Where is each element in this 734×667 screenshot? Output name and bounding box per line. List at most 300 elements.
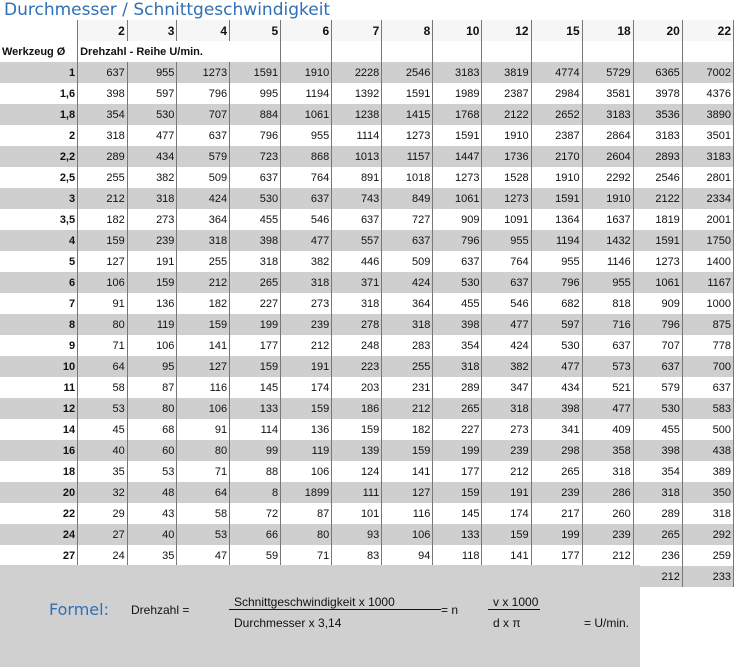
rpm-cell: 955 (127, 62, 177, 83)
rpm-cell: 255 (78, 167, 128, 188)
speed-header-cell: 2 (78, 20, 128, 41)
rpm-cell: 5729 (582, 62, 633, 83)
rpm-cell: 186 (332, 398, 382, 419)
rpm-cell: 3183 (633, 125, 682, 146)
rpm-cell: 455 (230, 209, 281, 230)
rpm-cell: 72 (230, 503, 281, 524)
rpm-cell: 530 (230, 188, 281, 209)
rpm-cell: 233 (682, 566, 733, 587)
rpm-cell: 136 (281, 419, 332, 440)
rpm-cell: 94 (382, 545, 433, 566)
rpm-cell: 354 (78, 104, 128, 125)
rpm-cell: 93 (332, 524, 382, 545)
rpm-cell: 136 (127, 293, 177, 314)
diameter-cell: 2 (0, 125, 78, 146)
rpm-cell: 2001 (682, 209, 733, 230)
rpm-cell: 521 (582, 377, 633, 398)
rpm-cell: 106 (127, 335, 177, 356)
rpm-cell: 2546 (633, 167, 682, 188)
rpm-cell: 159 (281, 398, 332, 419)
table-row (0, 251, 734, 272)
diameter-cell: 1,6 (0, 83, 78, 104)
rpm-cell: 2387 (531, 125, 582, 146)
rpm-cell: 127 (177, 356, 230, 377)
rpm-cell: 191 (482, 482, 531, 503)
table-row (0, 356, 734, 377)
rpm-cell: 477 (582, 398, 633, 419)
rpm-cell: 265 (531, 461, 582, 482)
rpm-cell: 106 (281, 461, 332, 482)
rpm-cell: 3581 (582, 83, 633, 104)
rpm-cell: 6365 (633, 62, 682, 83)
formula-lhs: Drehzahl = (131, 603, 190, 617)
rpm-cell: 1157 (382, 146, 433, 167)
rpm-cell: 212 (382, 398, 433, 419)
diameter-cell: 10 (0, 356, 78, 377)
rpm-cell: 2170 (531, 146, 582, 167)
rpm-cell: 1910 (482, 125, 531, 146)
rpm-cell: 1736 (482, 146, 531, 167)
rpm-cell: 114 (230, 419, 281, 440)
rpm-cell: 3978 (633, 83, 682, 104)
rpm-cell: 239 (582, 524, 633, 545)
rpm-cell: 3890 (682, 104, 733, 125)
rpm-cell: 509 (177, 167, 230, 188)
table-row (0, 167, 734, 188)
table-row (0, 461, 734, 482)
rpm-cell: 382 (281, 251, 332, 272)
speed-header-cell: 5 (230, 20, 281, 41)
table-row (0, 62, 734, 83)
rpm-cell: 573 (582, 356, 633, 377)
rpm-cell: 43 (127, 503, 177, 524)
diameter-cell: 14 (0, 419, 78, 440)
rpm-cell: 124 (332, 461, 382, 482)
rpm-cell: 530 (127, 104, 177, 125)
rpm-cell: 1273 (633, 251, 682, 272)
rpm-cell: 868 (281, 146, 332, 167)
diameter-cell: 12 (0, 398, 78, 419)
rpm-cell: 796 (177, 83, 230, 104)
rpm-cell: 141 (482, 545, 531, 566)
rpm-cell: 764 (281, 167, 332, 188)
rpm-cell: 7002 (682, 62, 733, 83)
rpm-cell: 35 (78, 461, 128, 482)
diameter-cell: 3,5 (0, 209, 78, 230)
rpm-cell: 64 (78, 356, 128, 377)
rpm-cell: 80 (127, 398, 177, 419)
diameter-cell: 20 (0, 482, 78, 503)
rpm-cell: 71 (78, 335, 128, 356)
rpm-cell: 106 (177, 398, 230, 419)
rpm-cell: 1013 (332, 146, 382, 167)
rpm-cell: 191 (127, 251, 177, 272)
rpm-cell: 318 (633, 482, 682, 503)
table-row (0, 272, 734, 293)
rpm-cell: 127 (382, 482, 433, 503)
diameter-cell: 1 (0, 62, 78, 83)
rpm-cell: 1000 (682, 293, 733, 314)
rpm-cell: 546 (281, 209, 332, 230)
table-row (0, 398, 734, 419)
rpm-cell: 818 (582, 293, 633, 314)
diameter-cell: 2,5 (0, 167, 78, 188)
rpm-cell: 116 (177, 377, 230, 398)
rpm-cell: 1146 (582, 251, 633, 272)
rpm-cell: 500 (682, 419, 733, 440)
rpm-cell: 909 (633, 293, 682, 314)
rpm-cell: 35 (127, 545, 177, 566)
formula-label: Formel: (49, 600, 109, 619)
rpm-cell: 283 (382, 335, 433, 356)
rpm-cell: 884 (230, 104, 281, 125)
rpm-cell: 1091 (482, 209, 531, 230)
rpm-cell: 3183 (682, 146, 733, 167)
rpm-cell: 87 (127, 377, 177, 398)
rpm-cell: 265 (230, 272, 281, 293)
rpm-cell: 1273 (177, 62, 230, 83)
rpm-cell: 87 (281, 503, 332, 524)
subheader-label: Drehzahl - Reihe U/min. (78, 41, 230, 62)
rpm-cell: 191 (281, 356, 332, 377)
rpm-cell: 239 (482, 440, 531, 461)
rpm-cell: 350 (682, 482, 733, 503)
rpm-cell: 557 (332, 230, 382, 251)
rpm-cell: 227 (230, 293, 281, 314)
rpm-cell: 398 (531, 398, 582, 419)
rpm-cell: 875 (682, 314, 733, 335)
rpm-cell: 60 (127, 440, 177, 461)
rpm-cell: 849 (382, 188, 433, 209)
rpm-cell: 40 (127, 524, 177, 545)
rpm-cell: 159 (78, 230, 128, 251)
diameter-cell: 22 (0, 503, 78, 524)
rpm-cell: 106 (78, 272, 128, 293)
rpm-cell: 53 (127, 461, 177, 482)
rpm-cell: 438 (682, 440, 733, 461)
diameter-cell: 8 (0, 314, 78, 335)
rpm-cell: 455 (433, 293, 482, 314)
diameter-cell: 16 (0, 440, 78, 461)
rpm-cell: 47 (177, 545, 230, 566)
rpm-cell: 58 (78, 377, 128, 398)
rpm-cell: 91 (78, 293, 128, 314)
header-row (0, 20, 734, 41)
rpm-cell: 159 (177, 314, 230, 335)
rpm-cell: 796 (230, 125, 281, 146)
rpm-cell: 2122 (633, 188, 682, 209)
rpm-cell: 289 (433, 377, 482, 398)
rpm-cell: 1061 (633, 272, 682, 293)
rpm-cell: 174 (482, 503, 531, 524)
rpm-cell: 1989 (433, 83, 482, 104)
rpm-cell: 682 (531, 293, 582, 314)
rpm-cell: 159 (127, 272, 177, 293)
rpm-cell: 530 (531, 335, 582, 356)
rpm-cell: 212 (582, 545, 633, 566)
rpm-cell: 891 (332, 167, 382, 188)
rpm-cell: 424 (382, 272, 433, 293)
rpm-cell: 347 (482, 377, 531, 398)
rpm-cell: 24 (78, 545, 128, 566)
rpm-cell: 716 (582, 314, 633, 335)
table-row (0, 293, 734, 314)
rpm-cell: 530 (633, 398, 682, 419)
rpm-cell: 3183 (582, 104, 633, 125)
rpm-cell: 2334 (682, 188, 733, 209)
rpm-cell: 583 (682, 398, 733, 419)
rpm-cell: 278 (332, 314, 382, 335)
rpm-cell: 477 (531, 356, 582, 377)
rpm-cell: 255 (382, 356, 433, 377)
rpm-cell: 177 (433, 461, 482, 482)
rpm-cell: 398 (230, 230, 281, 251)
rpm-cell: 318 (127, 188, 177, 209)
rpm-cell: 318 (78, 125, 128, 146)
rpm-cell: 1167 (682, 272, 733, 293)
rpm-cell: 2864 (582, 125, 633, 146)
rpm-cell: 174 (281, 377, 332, 398)
rpm-cell: 455 (633, 419, 682, 440)
rpm-cell: 2652 (531, 104, 582, 125)
rpm-cell: 212 (78, 188, 128, 209)
rpm-cell: 58 (177, 503, 230, 524)
rpm-cell: 159 (382, 440, 433, 461)
rpm-cell: 364 (382, 293, 433, 314)
rpm-cell: 955 (281, 125, 332, 146)
rpm-cell: 212 (177, 272, 230, 293)
rpm-cell: 259 (682, 545, 733, 566)
rpm-cell: 236 (633, 545, 682, 566)
table-row (0, 377, 734, 398)
formula-result: = U/min. (584, 616, 630, 630)
rpm-cell: 995 (230, 83, 281, 104)
rpm-cell: 364 (177, 209, 230, 230)
rpm-cell: 2604 (582, 146, 633, 167)
rpm-cell: 2801 (682, 167, 733, 188)
rpm-cell: 239 (281, 314, 332, 335)
diameter-cell: 7 (0, 293, 78, 314)
table-row (0, 482, 734, 503)
rpm-cell: 2228 (332, 62, 382, 83)
rpm-cell: 1018 (382, 167, 433, 188)
table-row (0, 440, 734, 461)
rpm-cell: 382 (127, 167, 177, 188)
fraction-line-2 (488, 609, 540, 610)
rpm-cell: 111 (332, 482, 382, 503)
rpm-cell: 212 (281, 335, 332, 356)
rpm-cell: 1637 (582, 209, 633, 230)
rpm-cell: 764 (482, 251, 531, 272)
rpm-cell: 265 (433, 398, 482, 419)
diameter-cell: 2,2 (0, 146, 78, 167)
rpm-cell: 1415 (382, 104, 433, 125)
corner-cell (0, 20, 78, 41)
rpm-cell: 32 (78, 482, 128, 503)
rpm-cell: 707 (633, 335, 682, 356)
fraction-line (229, 609, 441, 610)
diameter-cell: 3 (0, 188, 78, 209)
rpm-cell: 145 (230, 377, 281, 398)
rpm-cell: 318 (582, 461, 633, 482)
rpm-cell: 265 (633, 524, 682, 545)
rpm-cell: 723 (230, 146, 281, 167)
diameter-cell: 6 (0, 272, 78, 293)
rpm-cell: 358 (582, 440, 633, 461)
rpm-cell: 1447 (433, 146, 482, 167)
rpm-cell: 106 (382, 524, 433, 545)
rpm-cell: 298 (531, 440, 582, 461)
speed-header-cell: 18 (582, 20, 633, 41)
rpm-cell: 4774 (531, 62, 582, 83)
rpm-cell: 139 (332, 440, 382, 461)
rpm-cell: 424 (482, 335, 531, 356)
table-row (0, 104, 734, 125)
rpm-cell: 597 (127, 83, 177, 104)
speed-header-cell: 6 (281, 20, 332, 41)
rpm-cell: 159 (433, 482, 482, 503)
rpm-cell: 177 (230, 335, 281, 356)
rpm-cell: 4376 (682, 83, 733, 104)
rpm-cell: 29 (78, 503, 128, 524)
rpm-cell: 8 (230, 482, 281, 503)
table-row (0, 524, 734, 545)
rpm-cell: 80 (78, 314, 128, 335)
rpm-cell: 141 (382, 461, 433, 482)
rpm-cell: 273 (482, 419, 531, 440)
rpm-cell: 53 (177, 524, 230, 545)
rpm-cell: 1061 (433, 188, 482, 209)
rpm-cell: 579 (633, 377, 682, 398)
rpm-cell: 398 (633, 440, 682, 461)
table-row (0, 545, 734, 566)
rpm-cell: 223 (332, 356, 382, 377)
rpm-cell: 1061 (281, 104, 332, 125)
rpm-cell: 53 (78, 398, 128, 419)
diameter-cell: 5 (0, 251, 78, 272)
rpm-cell: 509 (382, 251, 433, 272)
rpm-cell: 68 (127, 419, 177, 440)
rpm-cell: 231 (382, 377, 433, 398)
table-row (0, 335, 734, 356)
rpm-cell: 1591 (382, 83, 433, 104)
rpm-cell: 199 (230, 314, 281, 335)
rpm-cell: 1238 (332, 104, 382, 125)
diameter-cell: 4 (0, 230, 78, 251)
rpm-cell: 909 (433, 209, 482, 230)
rpm-cell: 955 (531, 251, 582, 272)
rpm-cell: 1273 (382, 125, 433, 146)
rpm-cell: 2984 (531, 83, 582, 104)
speed-table (0, 20, 734, 587)
rpm-cell: 80 (281, 524, 332, 545)
rpm-cell: 2122 (482, 104, 531, 125)
rpm-cell: 398 (433, 314, 482, 335)
rpm-cell: 1819 (633, 209, 682, 230)
table-row (0, 83, 734, 104)
subheader-row (0, 41, 734, 62)
rpm-cell: 637 (433, 251, 482, 272)
speed-header-cell: 8 (382, 20, 433, 41)
rpm-cell: 119 (281, 440, 332, 461)
rpm-cell: 318 (177, 230, 230, 251)
rpm-cell: 318 (332, 293, 382, 314)
rpm-cell: 239 (127, 230, 177, 251)
rpm-cell: 318 (682, 503, 733, 524)
formula-denominator-2: d x π (493, 616, 521, 630)
formula-panel (0, 565, 640, 667)
rpm-cell: 182 (382, 419, 433, 440)
table-row (0, 230, 734, 251)
rpm-cell: 955 (582, 272, 633, 293)
rpm-cell: 91 (177, 419, 230, 440)
table-row (0, 125, 734, 146)
rpm-cell: 637 (177, 125, 230, 146)
rpm-cell: 477 (127, 125, 177, 146)
speed-header-cell: 15 (531, 20, 582, 41)
rpm-cell: 3183 (433, 62, 482, 83)
speed-header-cell: 7 (332, 20, 382, 41)
rpm-cell: 217 (531, 503, 582, 524)
rpm-cell: 1910 (281, 62, 332, 83)
rpm-cell: 637 (582, 335, 633, 356)
rpm-cell: 637 (78, 62, 128, 83)
rpm-cell: 1432 (582, 230, 633, 251)
rpm-cell: 59 (230, 545, 281, 566)
rpm-cell: 292 (682, 524, 733, 545)
rpm-cell: 64 (177, 482, 230, 503)
table-row (0, 503, 734, 524)
rpm-cell: 637 (230, 167, 281, 188)
rpm-cell: 40 (78, 440, 128, 461)
rpm-cell: 434 (531, 377, 582, 398)
diameter-cell: 27 (0, 545, 78, 566)
rpm-cell: 212 (633, 566, 682, 587)
rpm-cell: 409 (582, 419, 633, 440)
rpm-cell: 637 (482, 272, 531, 293)
rpm-cell: 88 (230, 461, 281, 482)
rpm-cell: 1750 (682, 230, 733, 251)
rpm-cell: 83 (332, 545, 382, 566)
rpm-cell: 1364 (531, 209, 582, 230)
diameter-cell: 1,8 (0, 104, 78, 125)
rpm-cell: 118 (433, 545, 482, 566)
rpm-cell: 778 (682, 335, 733, 356)
diameter-cell: 24 (0, 524, 78, 545)
rpm-cell: 3536 (633, 104, 682, 125)
formula-equals-n: = n (441, 603, 459, 617)
table-row (0, 419, 734, 440)
rpm-cell: 273 (127, 209, 177, 230)
rpm-cell: 101 (332, 503, 382, 524)
rpm-cell: 199 (433, 440, 482, 461)
rpm-cell: 289 (633, 503, 682, 524)
speed-header-cell: 4 (177, 20, 230, 41)
rpm-cell: 2387 (482, 83, 531, 104)
rpm-cell: 354 (633, 461, 682, 482)
diameter-cell: 11 (0, 377, 78, 398)
rpm-cell: 1899 (281, 482, 332, 503)
rpm-cell: 71 (281, 545, 332, 566)
rpm-cell: 796 (633, 314, 682, 335)
rpm-cell: 159 (482, 524, 531, 545)
rpm-cell: 27 (78, 524, 128, 545)
rpm-cell: 1591 (230, 62, 281, 83)
rpm-cell: 1910 (582, 188, 633, 209)
rpm-cell: 95 (127, 356, 177, 377)
rpm-cell: 80 (177, 440, 230, 461)
rpm-cell: 955 (482, 230, 531, 251)
